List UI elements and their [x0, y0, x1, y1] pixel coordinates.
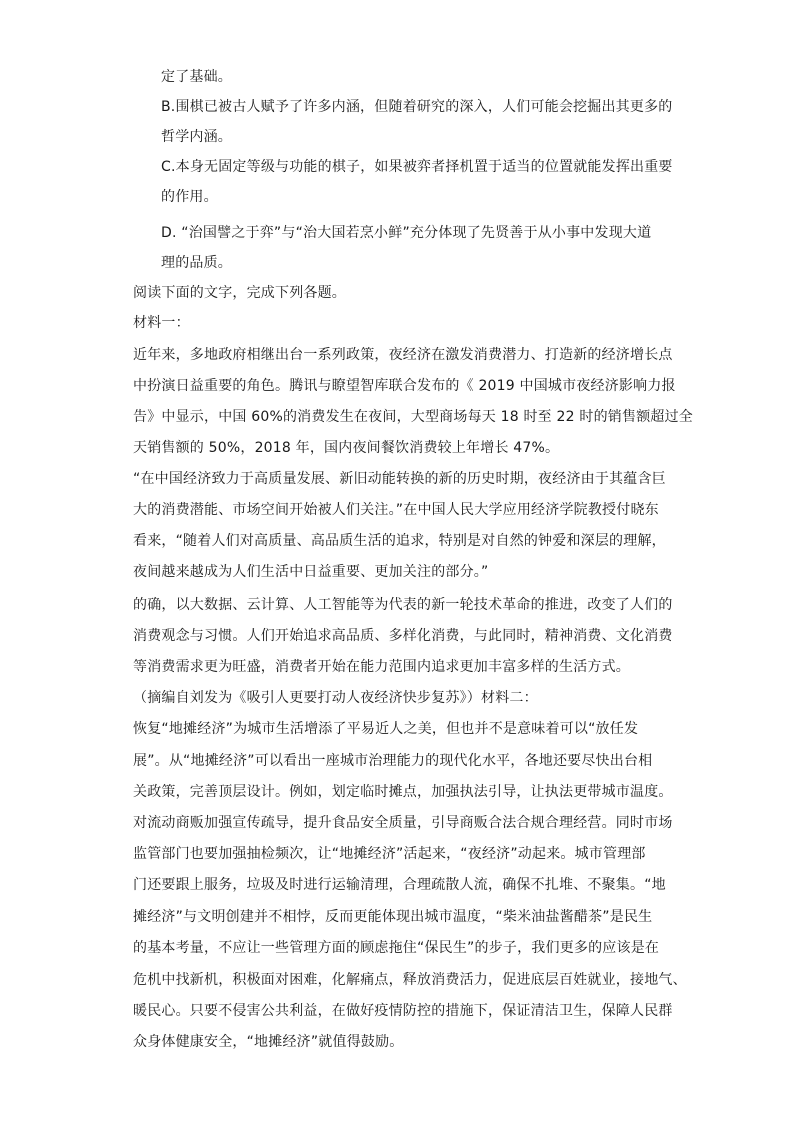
- material-2-line-3: 关政策，完善顶层设计。例如，划定临时摊点，加强执法引导，让执法更带城市温度。: [133, 784, 673, 800]
- material-2-line-9: 危机中找新机，积极面对困难，化解痛点，释放消费活力，促进底层百姓就业，接地气、: [133, 972, 687, 988]
- material-1-p3-line-1: 的确，以大数据、云计算、人工智能等为代表的新一轮技术革命的推进，改变了人们的: [133, 597, 673, 613]
- material-1-p2-line-1: “在中国经济致力于高质量发展、新旧动能转换的新的历史时期，夜经济由于其蕴含巨: [133, 471, 666, 487]
- material-2-line-5: 监管部门也要加强抽检频次，让“地摊经济”活起来，“夜经济”动起来。城市管理部: [133, 846, 646, 862]
- material-2-line-11: 众身体健康安全，“地摊经济”就值得鼓励。: [133, 1034, 404, 1050]
- material-1-p3-line-2: 消费观念与习惯。人们开始追求高品质、多样化消费，与此同时，精神消费、文化消费: [133, 628, 673, 644]
- material-2-line-10: 暖民心。只要不侵害公共利益，在做好疫情防控的措施下，保证清洁卫生，保障人民群: [133, 1003, 673, 1019]
- material-2-line-6: 门还要跟上服务，垃圾及时进行运输清理，合理疏散人流，确保不扎堆、不聚集。“地: [133, 877, 666, 893]
- reading-instruction: 阅读下面的文字，完成下列各题。: [133, 285, 346, 301]
- material-1-p2-line-3: 看来，“随着人们对高质量、高品质生活的追求，特别是对自然的钟爱和深层的理解，: [133, 533, 666, 549]
- option-d-line-1: D. “治国譬之于弈”与“治大国若烹小鲜”充分体现了先贤善于从小事中发现大道: [161, 225, 652, 241]
- material-1-p2-line-4: 夜间越来越成为人们生活中日益重要、更加关注的部分。”: [133, 564, 489, 580]
- material-2-line-4: 对流动商贩加强宣传疏导，提升食品安全质量，引导商贩合法合规合理经营。同时市场: [133, 815, 673, 831]
- material-1-p1-line-4: 天销售额的 50%，2018 年，国内夜间餐饮消费较上年增长 47%。: [133, 440, 560, 456]
- option-c-line-1: C.本身无固定等级与功能的棋子，如果被弈者择机置于适当的位置就能发挥出重要: [161, 159, 673, 175]
- material-1-source: （摘编自刘发为《吸引人更要打动人夜经济快步复苏》）材料二：: [133, 690, 538, 706]
- material-2-line-7: 摊经济”与文明创建并不相悖，反而更能体现出城市温度，“柴米油盐酱醋茶”是民生: [133, 909, 653, 925]
- option-b-line-2: 哲学内涵。: [161, 129, 232, 145]
- option-a-continuation: 定了基础。: [161, 69, 232, 85]
- material-1-p1-line-3: 告》中显示，中国 60%的消费发生在夜间，大型商场每天 18 时至 22 时的销售额超过全: [133, 409, 693, 425]
- material-2-line-8: 的基本考量，不应让一些管理方面的顾虑拖住“保民生”的步子，我们更多的应该是在: [133, 940, 660, 956]
- material-2-line-1: 恢复“地摊经济”为城市生活增添了平易近人之美，但也并不是意味着可以“放任发: [133, 721, 639, 737]
- option-d-line-2: 理的品质。: [161, 255, 232, 271]
- material-1-p2-line-2: 大的消费潜能、市场空间开始被人们关注。”在中国人民大学应用经济学院教授付晓东: [133, 502, 659, 518]
- material-1-p1-line-2: 中扮演日益重要的角色。腾讯与瞭望智库联合发布的《 2019 中国城市夜经济影响力报: [133, 378, 676, 394]
- material-1-p3-line-3: 等消费需求更为旺盛，消费者开始在能力范围内追求更加丰富多样的生活方式。: [133, 659, 630, 675]
- option-c-line-2: 的作用。: [161, 189, 218, 205]
- material-1-label: 材料一：: [133, 315, 190, 331]
- material-1-p1-line-1: 近年来，多地政府相继出台一系列政策，夜经济在激发消费潜力、打造新的经济增长点: [133, 347, 673, 363]
- option-b-line-1: B.围棋已被古人赋予了许多内涵，但随着研究的深入，人们可能会挖掘出其更多的: [161, 99, 673, 115]
- material-2-line-2: 展”。从“地摊经济”可以看出一座城市治理能力的现代化水平，各地还要尽快出台相: [133, 753, 653, 769]
